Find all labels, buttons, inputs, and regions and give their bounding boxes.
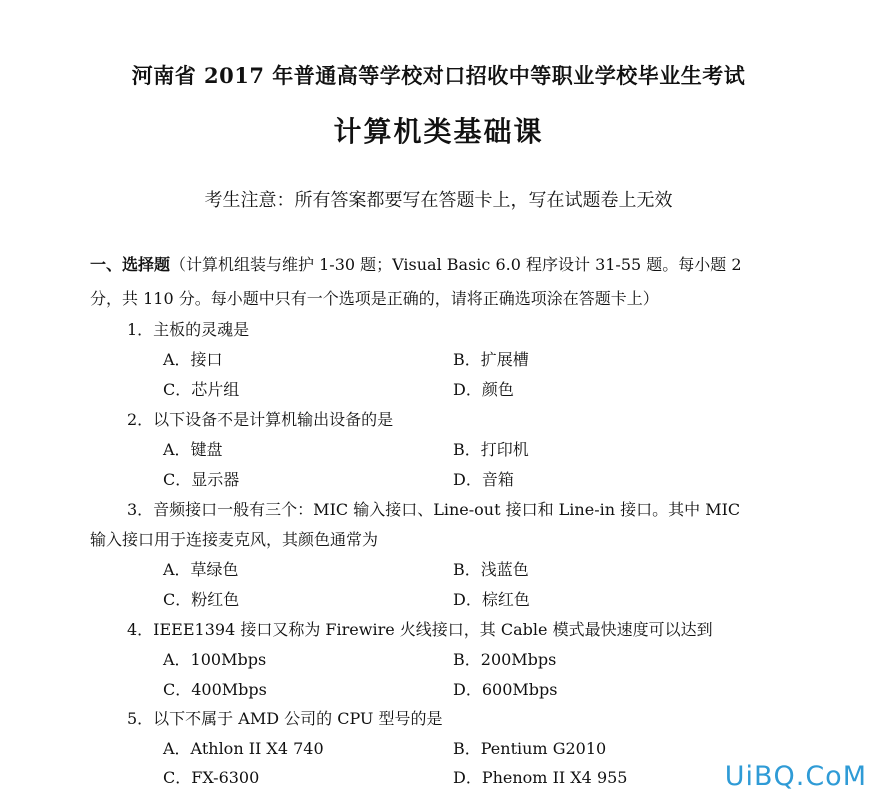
section-description-line1: （计算机组装与维护 1-30 题；Visual Basic 6.0 程序设计 31-55 题。每小题 2 (170, 255, 742, 274)
option-b: B．扩展槽 (453, 350, 529, 369)
option-b: B．浅蓝色 (453, 560, 529, 579)
exam-subtitle: 计算机类基础课 (333, 115, 544, 148)
option-c: C．400Mbps (163, 680, 267, 699)
option-c: C．显示器 (163, 470, 240, 489)
section-header (90, 255, 742, 275)
option-d: D．600Mbps (453, 680, 558, 699)
section-description-line2: 分，共 110 分。每小题中只有一个选项是正确的，请将正确选项涂在答题卡上） (90, 289, 659, 308)
option-a: A．草绿色 (163, 560, 239, 579)
exam-title: 河南省 2017 年普通高等学校对口招收中等职业学校毕业生考试 (131, 63, 746, 88)
question-stem: 4．IEEE1394 接口又称为 Firewire 火线接口，其 Cable 模式最快速度可以达到 (127, 620, 713, 639)
question-stem: 3．音频接口一般有三个：MIC 输入接口、Line-out 接口和 Line-in 接口。其中 MIC (127, 500, 741, 519)
question-stem-continued: 输入接口用于连接麦克风，其颜色通常为 (90, 530, 379, 549)
section-title: 一、选择题 (90, 255, 171, 274)
option-d: D．棕红色 (453, 590, 530, 609)
option-d: D．颜色 (453, 380, 514, 399)
option-c: C．芯片组 (163, 380, 240, 399)
question-stem: 1．主板的灵魂是 (127, 320, 250, 339)
option-d: D．音箱 (453, 470, 514, 489)
option-b: B．200Mbps (453, 650, 557, 669)
option-c: C．FX-6300 (163, 768, 260, 787)
option-c: C．粉红色 (163, 590, 240, 609)
option-b: B．Pentium G2010 (453, 739, 607, 758)
exam-notice: 考生注意：所有答案都要写在答题卡上，写在试题卷上无效 (204, 190, 673, 211)
question-stem: 2．以下设备不是计算机输出设备的是 (127, 410, 394, 429)
option-a: A．Athlon II X4 740 (163, 739, 324, 758)
option-b: B．打印机 (453, 440, 529, 459)
option-a: A．100Mbps (163, 650, 267, 669)
question-stem: 5．以下不属于 AMD 公司的 CPU 型号的是 (127, 709, 443, 728)
option-a: A．接口 (163, 350, 223, 369)
site-watermark: UiBQ.CoM (724, 761, 867, 792)
option-d: D．Phenom II X4 955 (453, 768, 628, 787)
option-a: A．键盘 (163, 440, 223, 459)
